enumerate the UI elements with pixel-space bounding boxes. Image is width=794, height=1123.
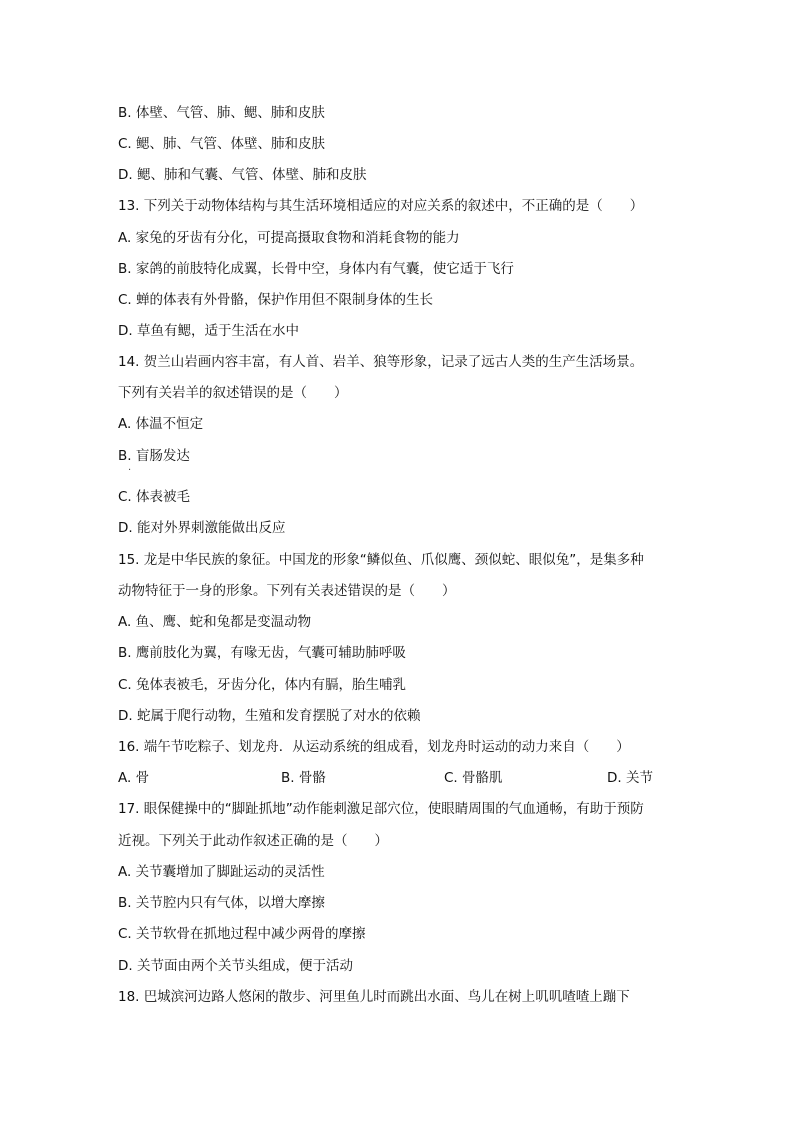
q15-option-d: D. 蛇属于爬行动物，生殖和发育摆脱了对水的依赖	[118, 708, 421, 724]
stray-dot-mark: ·	[128, 465, 132, 476]
q17-option-d: D. 关节面由两个关节头组成，便于活动	[118, 958, 353, 974]
q12-option-d: D. 鳃、肺和气囊、气管、体壁、肺和皮肤	[118, 167, 367, 183]
q15-option-c: C. 兔体表被毛，牙齿分化，体内有膈，胎生哺乳	[118, 677, 407, 693]
q13-option-c: C. 蝉的体表有外骨骼，保护作用但不限制身体的生长	[118, 292, 434, 308]
q13-stem: 13. 下列关于动物体结构与其生活环境相适应的对应关系的叙述中，不正确的是（ ）	[118, 198, 644, 214]
q14-stem-line2: 下列有关岩羊的叙述错误的是（ ）	[118, 385, 348, 401]
q12-option-b: B. 体壁、气管、肺、鳃、肺和皮肤	[118, 105, 325, 121]
q17-option-b: B. 关节腔内只有气体，以增大摩擦	[118, 895, 325, 911]
q17-stem-line2: 近视。下列关于此动作叙述正确的是（ ）	[118, 833, 388, 849]
q17-stem-line1: 17. 眼保健操中的“脚趾抓地”动作能刺激足部穴位，使眼睛周围的气血通畅，有助于预防	[118, 801, 644, 817]
q14-option-d: D. 能对外界刺激能做出反应	[118, 520, 286, 536]
q16-option-a: A. 骨	[118, 770, 150, 786]
q14-stem-line1: 14. 贺兰山岩画内容丰富，有人首、岩羊、狼等形象，记录了远古人类的生产生活场景。	[118, 354, 644, 370]
q15-stem-line2: 动物特征于一身的形象。下列有关表述错误的是（ ）	[118, 583, 456, 599]
q12-option-c: C. 鳃、肺、气管、体壁、肺和皮肤	[118, 136, 326, 152]
q13-option-d: D. 草鱼有鳃，适于生活在水中	[118, 323, 299, 339]
q15-option-a: A. 鱼、鹰、蛇和兔都是变温动物	[118, 614, 312, 630]
q17-option-c: C. 关节软骨在抓地过程中减少两骨的摩擦	[118, 926, 366, 942]
q16-option-c: C. 骨骼肌	[444, 770, 503, 786]
q13-option-a: A. 家兔的牙齿有分化，可提高摄取食物和消耗食物的能力	[118, 230, 460, 246]
q16-option-b: B. 骨骼	[281, 770, 326, 786]
q15-stem-line1: 15. 龙是中华民族的象征。中国龙的形象“鳞似鱼、爪似鹰、颈似蛇、眼似兔”，是集多种	[118, 552, 644, 568]
q14-option-a: A. 体温不恒定	[118, 416, 204, 432]
q13-option-b: B. 家鸽的前肢特化成翼，长骨中空，身体内有气囊，使它适于飞行	[118, 261, 514, 277]
q16-stem: 16. 端午节吃粽子、划龙舟．从运动系统的组成看，划龙舟时运动的动力来自（ ）	[118, 739, 630, 755]
q15-option-b: B. 鹰前肢化为翼，有喙无齿，气囊可辅助肺呼吸	[118, 645, 406, 661]
q14-option-b: B. 盲肠发达	[118, 448, 190, 464]
q17-option-a: A. 关节囊增加了脚趾运动的灵活性	[118, 864, 325, 880]
q14-option-c: C. 体表被毛	[118, 489, 191, 505]
q16-option-d: D. 关节	[607, 770, 653, 786]
q18-stem-line1: 18. 巴城滨河边路人悠闲的散步、河里鱼儿时而跳出水面、鸟儿在树上叽叽喳喳上蹦下	[118, 989, 630, 1005]
